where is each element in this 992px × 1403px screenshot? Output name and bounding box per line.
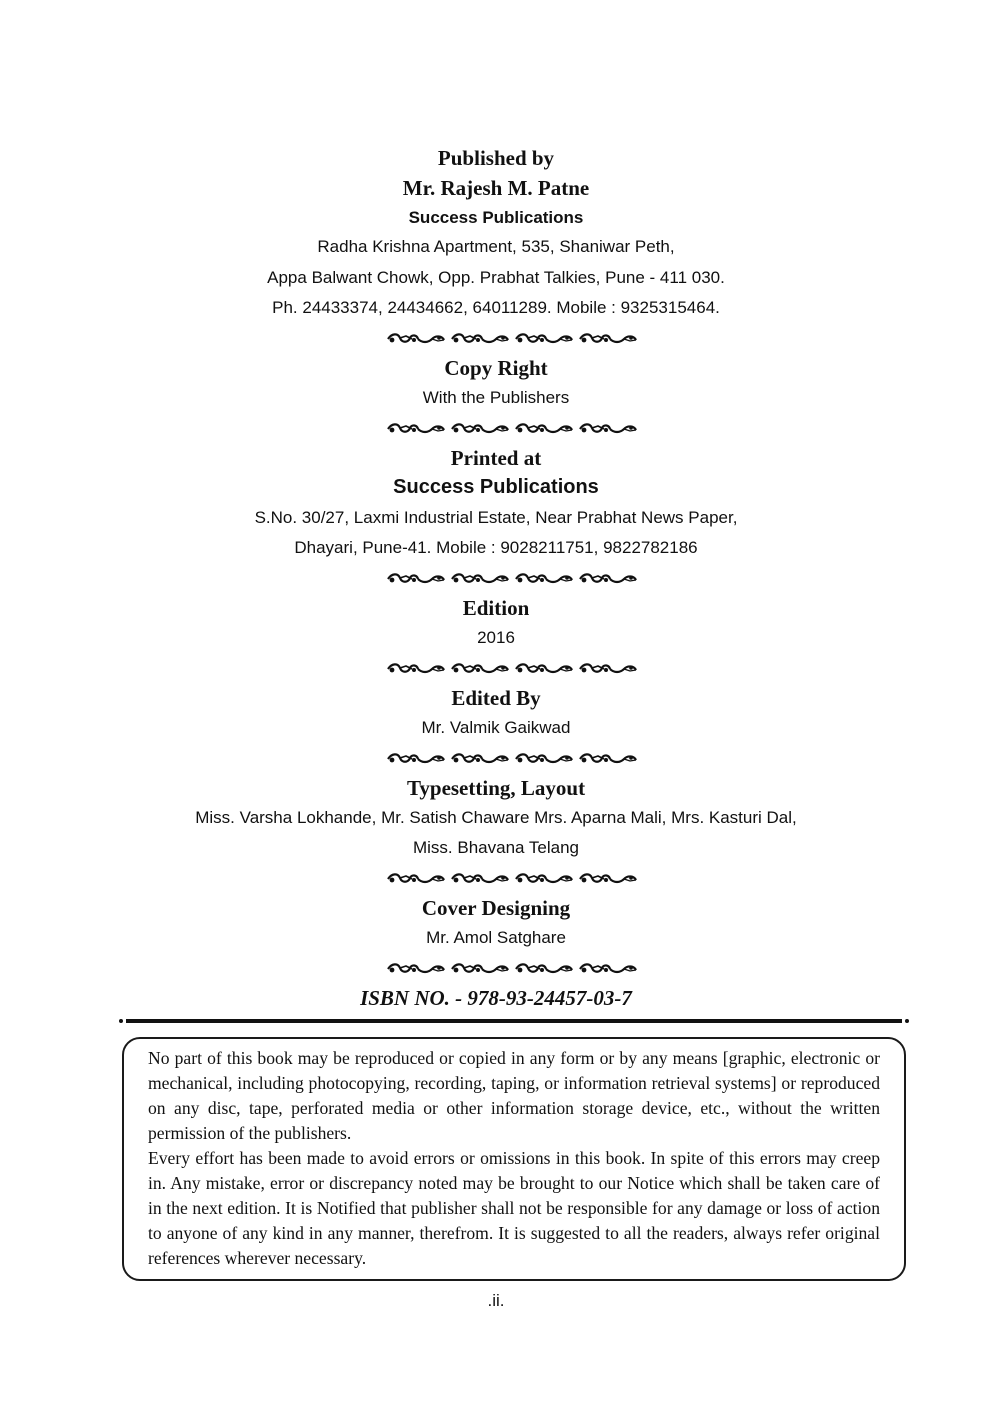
ornament-divider-icon xyxy=(384,571,644,587)
ornament-divider-icon xyxy=(384,751,644,767)
horizontal-rule-icon xyxy=(118,1018,910,1024)
edited-by-heading: Edited By xyxy=(451,686,541,710)
ornament-divider-icon xyxy=(384,331,644,347)
typesetting-names-line1: Miss. Varsha Lokhande, Mr. Satish Chaware Mrs. Aparna Mali, Mrs. Kasturi Dal, xyxy=(195,808,797,827)
page-number: .ii. xyxy=(487,1291,505,1310)
edition-year: 2016 xyxy=(477,628,515,647)
ornament-divider-icon xyxy=(384,661,644,677)
ornament-divider-icon xyxy=(384,871,644,887)
printer-company: Success Publications xyxy=(393,476,599,498)
disclaimer-paragraph: Every effort has been made to avoid errors or omissions in this book. In spite of this errors may creep in. Any mistake, error or discrepancy noted may be brought to our Notice which shall be taken care of in the next edition. It is Notified that publisher shall not be responsible for any damage or loss of action to anyone of any kind in any manner, therefrom. It is suggested to all the readers, always refer original references wherever necessary. xyxy=(148,1148,880,1268)
copyright-heading: Copy Right xyxy=(444,356,548,380)
published-by-heading: Published by xyxy=(437,146,555,170)
typesetting-heading: Typesetting, Layout xyxy=(406,776,586,800)
copyright-notice-paragraph: No part of this book may be reproduced or copied in any form or by any means [graphic, electronic or mechanical, including photocopying, recording, taping, or information retrieval systems] or reproduced on any disc, tape, perforated media or other information storage device, etc., without the written permission of the publishers. xyxy=(148,1048,880,1143)
cover-designer-name: Mr. Amol Satghare xyxy=(426,928,566,947)
ornament-divider-icon xyxy=(384,961,644,977)
printed-at-heading: Printed at xyxy=(450,446,542,470)
publisher-address-line1: Radha Krishna Apartment, 535, Shaniwar Peth, xyxy=(317,237,675,256)
publisher-address-line2: Appa Balwant Chowk, Opp. Prabhat Talkies, Pune - 411 030. xyxy=(267,268,725,287)
copyright-holder: With the Publishers xyxy=(422,388,570,407)
printer-address-line1: S.No. 30/27, Laxmi Industrial Estate, Near Prabhat News Paper, xyxy=(254,508,738,527)
publisher-phone: Ph. 24433374, 24434662, 64011289. Mobile : 9325315464. xyxy=(272,298,720,317)
publisher-name: Mr. Rajesh M. Patne xyxy=(402,176,590,200)
editor-name: Mr. Valmik Gaikwad xyxy=(421,718,571,737)
ornament-divider-icon xyxy=(384,421,644,437)
cover-designing-heading: Cover Designing xyxy=(421,896,571,920)
typesetting-names-line2: Miss. Bhavana Telang xyxy=(412,838,579,857)
printer-address-line2: Dhayari, Pune-41. Mobile : 9028211751, 9822782186 xyxy=(294,538,698,557)
publisher-company: Success Publications xyxy=(408,208,584,227)
edition-heading: Edition xyxy=(462,596,530,620)
isbn-number: ISBN NO. - 978-93-24457-03-7 xyxy=(360,986,632,1010)
